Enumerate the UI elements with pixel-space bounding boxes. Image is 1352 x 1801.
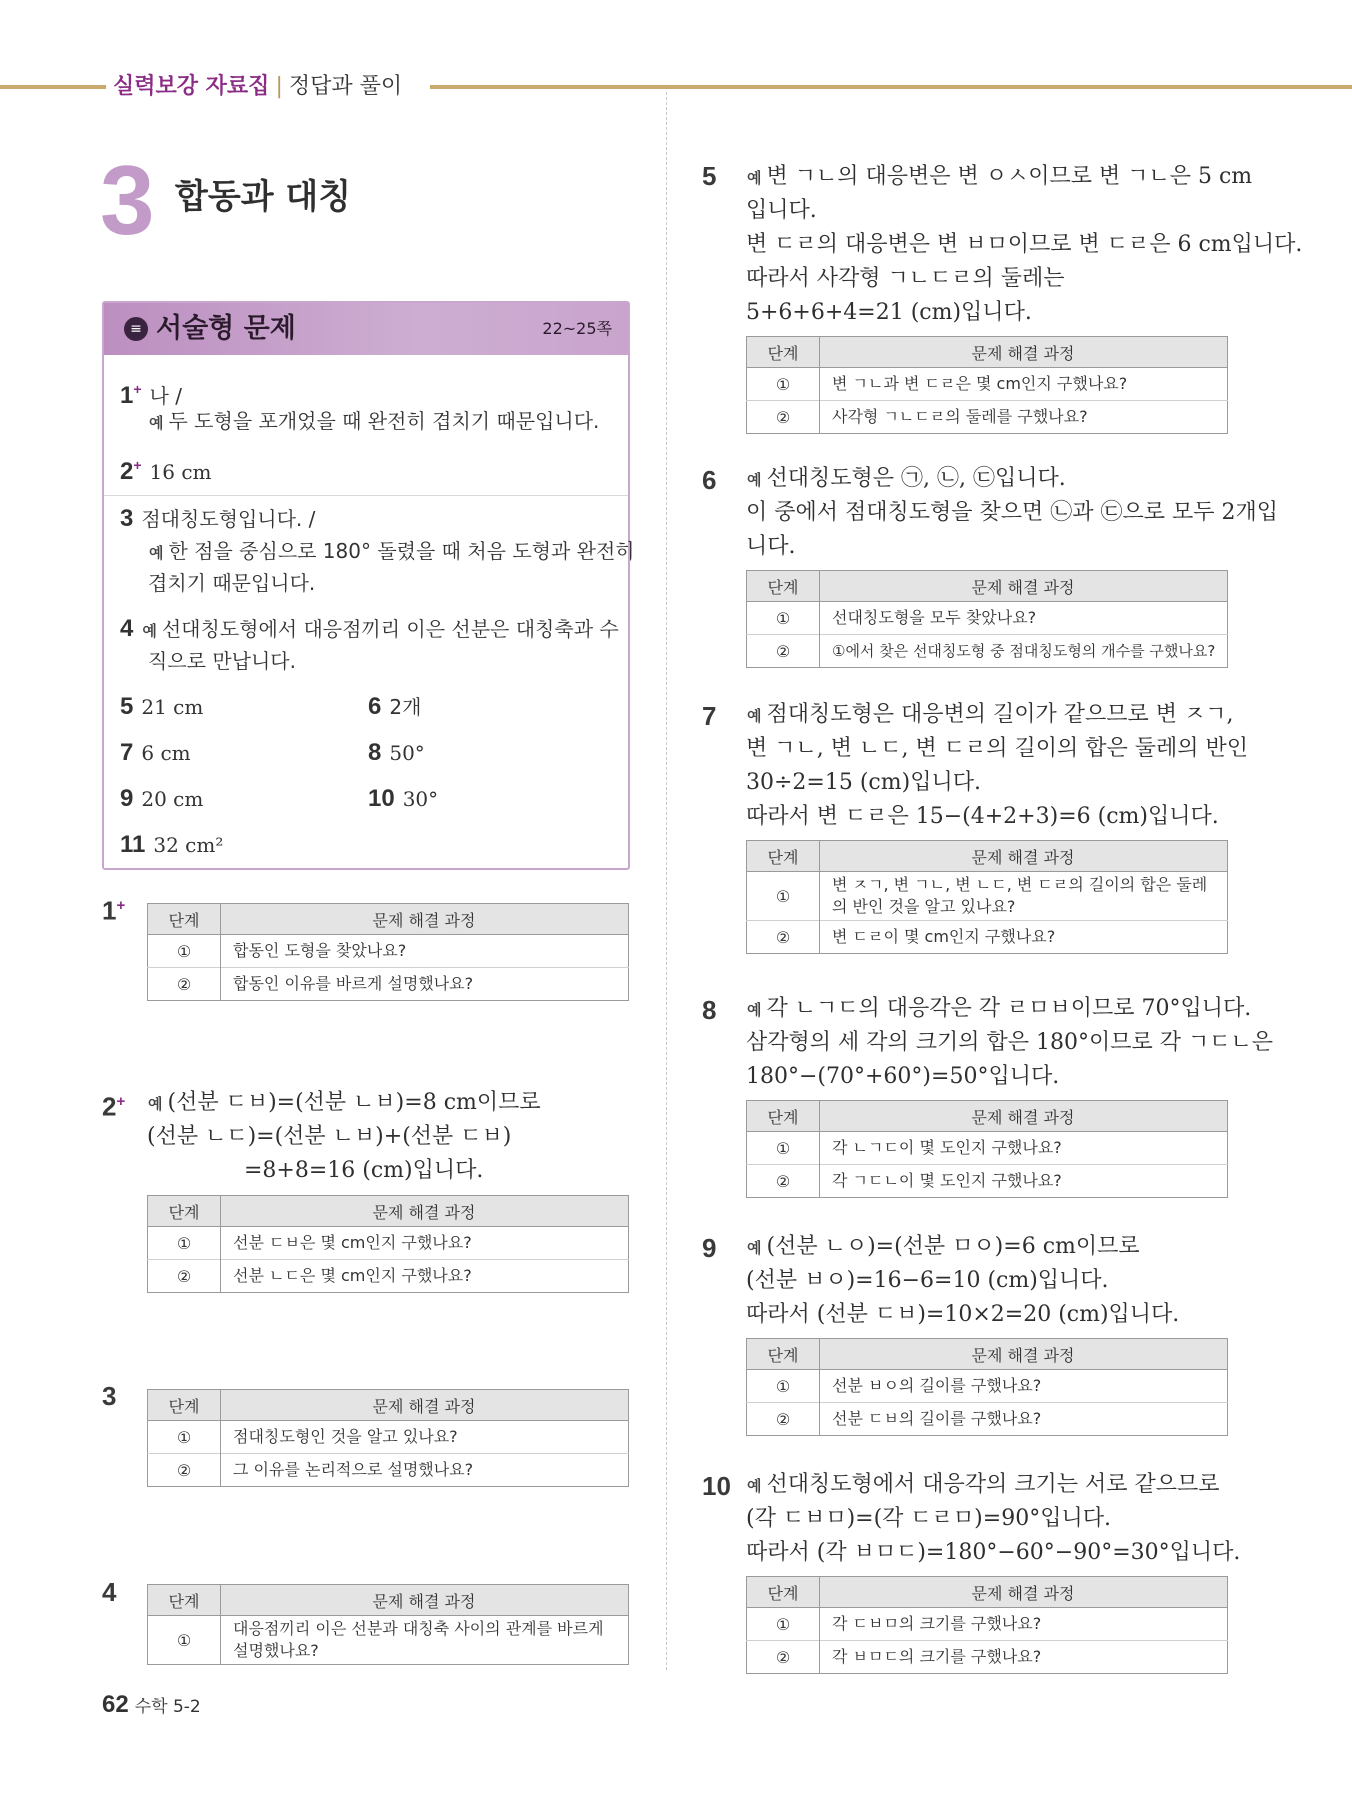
- header-subtitle: 정답과 풀이: [288, 74, 403, 99]
- question-10-number: 10: [702, 1471, 731, 1501]
- header-rule-left: [0, 85, 106, 89]
- question-7-number: 7: [702, 701, 717, 731]
- answer-box-header: [104, 303, 628, 355]
- answer-6: 6 2개: [368, 693, 422, 720]
- table-row: ① 대응점끼리 이은 선분과 대칭축 사이의 관계를 바르게 설명했나요?: [148, 1616, 629, 1665]
- answer-box-pages: 22~25쪽: [542, 319, 612, 338]
- q6-line-1: 예 선대칭도형은 ㉠, ㉡, ㉢입니다.: [746, 462, 1066, 497]
- answer-3: 3 점대칭도형입니다. /: [120, 505, 316, 532]
- q2-line-1: 예 (선분 ㄷㅂ)=(선분 ㄴㅂ)=8 cm이므로: [147, 1086, 541, 1121]
- table-row: ① 선대칭도형을 모두 찾았나요?: [747, 602, 1228, 635]
- question-9-number: 9: [702, 1233, 717, 1263]
- table-row: ① 점대칭도형인 것을 알고 있나요?: [148, 1421, 629, 1454]
- table-row: ② 각 ㅂㅁㄷ의 크기를 구했나요?: [747, 1641, 1228, 1674]
- answer-box-title: 서술형 문제: [156, 313, 296, 344]
- q2-grading-table: 단계 문제 해결 과정 ① 선분 ㄷㅂ은 몇 cm인지 구했나요? ② 선분 ㄴㄷ은 몇 cm인지 구했나요?: [147, 1195, 629, 1293]
- table-row: ① 각 ㄷㅂㅁ의 크기를 구했나요?: [747, 1608, 1228, 1641]
- answer-1-reason: 예 두 도형을 포개었을 때 완전히 겹치기 때문입니다.: [148, 405, 599, 439]
- answer-11: 11 32 cm²: [120, 831, 224, 858]
- table-row: ① 변 ㅈㄱ, 변 ㄱㄴ, 변 ㄴㄷ, 변 ㄷㄹ의 길이의 합은 둘레의 반인 것을 알고 있나요?: [747, 872, 1228, 921]
- answer-1: 1+ 나 /: [120, 381, 182, 409]
- q5-line-5: 5+6+6+4=21 (cm)입니다.: [746, 300, 1032, 325]
- q9-line-3: 따라서 (선분 ㄷㅂ)=10×2=20 (cm)입니다.: [746, 1302, 1180, 1327]
- header-highlight: 실력보강 자료집: [113, 74, 270, 99]
- table-row: ① 변 ㄱㄴ과 변 ㄷㄹ은 몇 cm인지 구했나요?: [747, 368, 1228, 401]
- header-title: [113, 72, 402, 102]
- q7-line-4: 따라서 변 ㄷㄹ은 15−(4+2+3)=6 (cm)입니다.: [746, 804, 1219, 829]
- q8-grading-table: 단계 문제 해결 과정 ① 각 ㄴㄱㄷ이 몇 도인지 구했나요? ② 각 ㄱㄷㄴ이 몇 도인지 구했나요?: [746, 1100, 1228, 1198]
- q2-line-3: =8+8=16 (cm)입니다.: [244, 1158, 484, 1183]
- answer-10: 10 30°: [368, 785, 439, 812]
- q10-line-1: 예 선대칭도형에서 대응각의 크기는 서로 같으므로: [746, 1468, 1220, 1503]
- question-5-number: 5: [702, 161, 717, 191]
- q7-grading-table: 단계 문제 해결 과정 ① 변 ㅈㄱ, 변 ㄱㄴ, 변 ㄴㄷ, 변 ㄷㄹ의 길이의 합은 둘레의 반인 것을 알고 있나요? ② 변 ㄷㄹ이 몇 cm인지 구했나요?: [746, 840, 1228, 954]
- answer-3-reason-cont: 겹치기 때문입니다.: [148, 571, 316, 595]
- example-mark: 예: [747, 707, 762, 725]
- answer-8: 8 50°: [368, 739, 425, 766]
- table-row: ② 합동인 이유를 바르게 설명했나요?: [148, 968, 629, 1001]
- table-row: ① 각 ㄴㄱㄷ이 몇 도인지 구했나요?: [747, 1132, 1228, 1165]
- q5-grading-table: 단계 문제 해결 과정 ① 변 ㄱㄴ과 변 ㄷㄹ은 몇 cm인지 구했나요? ② 사각형 ㄱㄴㄷㄹ의 둘레를 구했나요?: [746, 336, 1228, 434]
- example-mark: 예: [148, 1095, 163, 1113]
- answer-2: 2+ 16 cm: [120, 457, 212, 485]
- column-divider: [666, 92, 667, 1670]
- example-mark: 예: [747, 1477, 762, 1495]
- page-number: 62: [102, 1691, 129, 1718]
- q9-grading-table: 단계 문제 해결 과정 ① 선분 ㅂㅇ의 길이를 구했나요? ② 선분 ㄷㅂ의 길이를 구했나요?: [746, 1338, 1228, 1436]
- table-row: ① 합동인 도형을 찾았나요?: [148, 935, 629, 968]
- q10-line-2: (각 ㄷㅂㅁ)=(각 ㄷㄹㅁ)=90°입니다.: [746, 1506, 1111, 1531]
- header-rule-right: [430, 85, 1352, 89]
- page-footer: [102, 1690, 201, 1722]
- question-4-number: 4: [102, 1577, 117, 1607]
- q1-grading-table: [147, 903, 629, 1001]
- question-6-number: 6: [702, 465, 717, 495]
- table-row: ② 그 이유를 논리적으로 설명했나요?: [148, 1454, 629, 1487]
- q5-line-2: 입니다.: [746, 198, 817, 223]
- q9-line-1: 예 (선분 ㄴㅇ)=(선분 ㅁㅇ)=6 cm이므로: [746, 1230, 1140, 1265]
- q6-line-3: 니다.: [746, 534, 796, 559]
- chapter-title: 합동과 대칭: [175, 177, 352, 217]
- table-row: ② 사각형 ㄱㄴㄷㄹ의 둘레를 구했나요?: [747, 401, 1228, 434]
- question-1-number: 1+: [102, 895, 126, 926]
- q9-line-2: (선분 ㅂㅇ)=16−6=10 (cm)입니다.: [746, 1268, 1109, 1293]
- question-2-number: 2+: [102, 1091, 126, 1122]
- q7-line-1: 예 점대칭도형은 대응변의 길이가 같으므로 변 ㅈㄱ,: [746, 698, 1234, 733]
- table-row: ① 선분 ㄷㅂ은 몇 cm인지 구했나요?: [148, 1227, 629, 1260]
- chapter-number: 3: [100, 145, 155, 255]
- example-mark: 예: [149, 414, 164, 432]
- q7-line-3: 30÷2=15 (cm)입니다.: [746, 770, 981, 795]
- q6-line-2: 이 중에서 점대칭도형을 찾으면 ㉡과 ㉢으로 모두 2개입: [746, 500, 1278, 525]
- table-row: ② ①에서 찾은 선대칭도형 중 점대칭도형의 개수를 구했나요?: [747, 635, 1228, 668]
- q10-line-3: 따라서 (각 ㅂㅁㄷ)=180°−60°−90°=30°입니다.: [746, 1540, 1241, 1565]
- example-mark: 예: [149, 544, 164, 562]
- table-head-step: 단계: [148, 904, 221, 935]
- answer-5: 5 21 cm: [120, 693, 204, 720]
- list-icon: ≡: [124, 317, 148, 341]
- table-row: ② 선분 ㄷㅂ의 길이를 구했나요?: [747, 1403, 1228, 1436]
- table-row: ② 각 ㄱㄷㄴ이 몇 도인지 구했나요?: [747, 1165, 1228, 1198]
- question-8-number: 8: [702, 995, 717, 1025]
- answer-9: 9 20 cm: [120, 785, 204, 812]
- q5-line-3: 변 ㄷㄹ의 대응변은 변 ㅂㅁ이므로 변 ㄷㄹ은 6 cm입니다.: [746, 232, 1303, 257]
- q2-line-2: (선분 ㄴㄷ)=(선분 ㄴㅂ)+(선분 ㄷㅂ): [147, 1124, 512, 1149]
- table-row: ② 변 ㄷㄹ이 몇 cm인지 구했나요?: [747, 921, 1228, 954]
- q10-grading-table: 단계 문제 해결 과정 ① 각 ㄷㅂㅁ의 크기를 구했나요? ② 각 ㅂㅁㄷ의 크기를 구했나요?: [746, 1576, 1228, 1674]
- q8-line-1: 예 각 ㄴㄱㄷ의 대응각은 각 ㄹㅁㅂ이므로 70°입니다.: [746, 992, 1251, 1027]
- q5-line-4: 따라서 사각형 ㄱㄴㄷㄹ의 둘레는: [746, 266, 1065, 291]
- answer-summary-box: [102, 301, 635, 870]
- answer-4-cont: 직으로 만납니다.: [148, 649, 296, 673]
- table-head-process: 문제 해결 과정: [221, 904, 629, 935]
- q6-grading-table: 단계 문제 해결 과정 ① 선대칭도형을 모두 찾았나요? ② ①에서 찾은 선대칭도형 중 점대칭도형의 개수를 구했나요?: [746, 570, 1228, 668]
- answer-3-reason: 예 한 점을 중심으로 180° 돌렸을 때 처음 도형과 완전히: [148, 535, 635, 569]
- q3-grading-table: 단계 문제 해결 과정 ① 점대칭도형인 것을 알고 있나요? ② 그 이유를 논리적으로 설명했나요?: [147, 1389, 629, 1487]
- example-mark: 예: [747, 471, 762, 489]
- q4-grading-table: 단계 문제 해결 과정 ① 대응점끼리 이은 선분과 대칭축 사이의 관계를 바르게 설명했나요?: [147, 1584, 629, 1665]
- q8-line-3: 180°−(70°+60°)=50°입니다.: [746, 1064, 1060, 1089]
- question-3-number: 3: [102, 1381, 117, 1411]
- example-mark: 예: [747, 1001, 762, 1019]
- answer-divider: [104, 495, 628, 496]
- example-mark: 예: [747, 1239, 762, 1257]
- q8-line-2: 삼각형의 세 각의 크기의 합은 180°이므로 각 ㄱㄷㄴ은: [746, 1030, 1273, 1055]
- header-separator: |: [275, 74, 283, 99]
- example-mark: 예: [142, 622, 157, 640]
- q5-line-1: 예 변 ㄱㄴ의 대응변은 변 ㅇㅅ이므로 변 ㄱㄴ은 5 cm: [746, 160, 1252, 195]
- footer-label: 수학 5-2: [134, 1697, 201, 1717]
- table-row: ② 선분 ㄴㄷ은 몇 cm인지 구했나요?: [148, 1260, 629, 1293]
- q7-line-2: 변 ㄱㄴ, 변 ㄴㄷ, 변 ㄷㄹ의 길이의 합은 둘레의 반인: [746, 736, 1248, 761]
- table-row: ① 선분 ㅂㅇ의 길이를 구했나요?: [747, 1370, 1228, 1403]
- answer-7: 7 6 cm: [120, 739, 191, 766]
- answer-4: 4 예 선대칭도형에서 대응점끼리 이은 선분은 대칭축과 수: [120, 613, 619, 647]
- example-mark: 예: [747, 169, 762, 187]
